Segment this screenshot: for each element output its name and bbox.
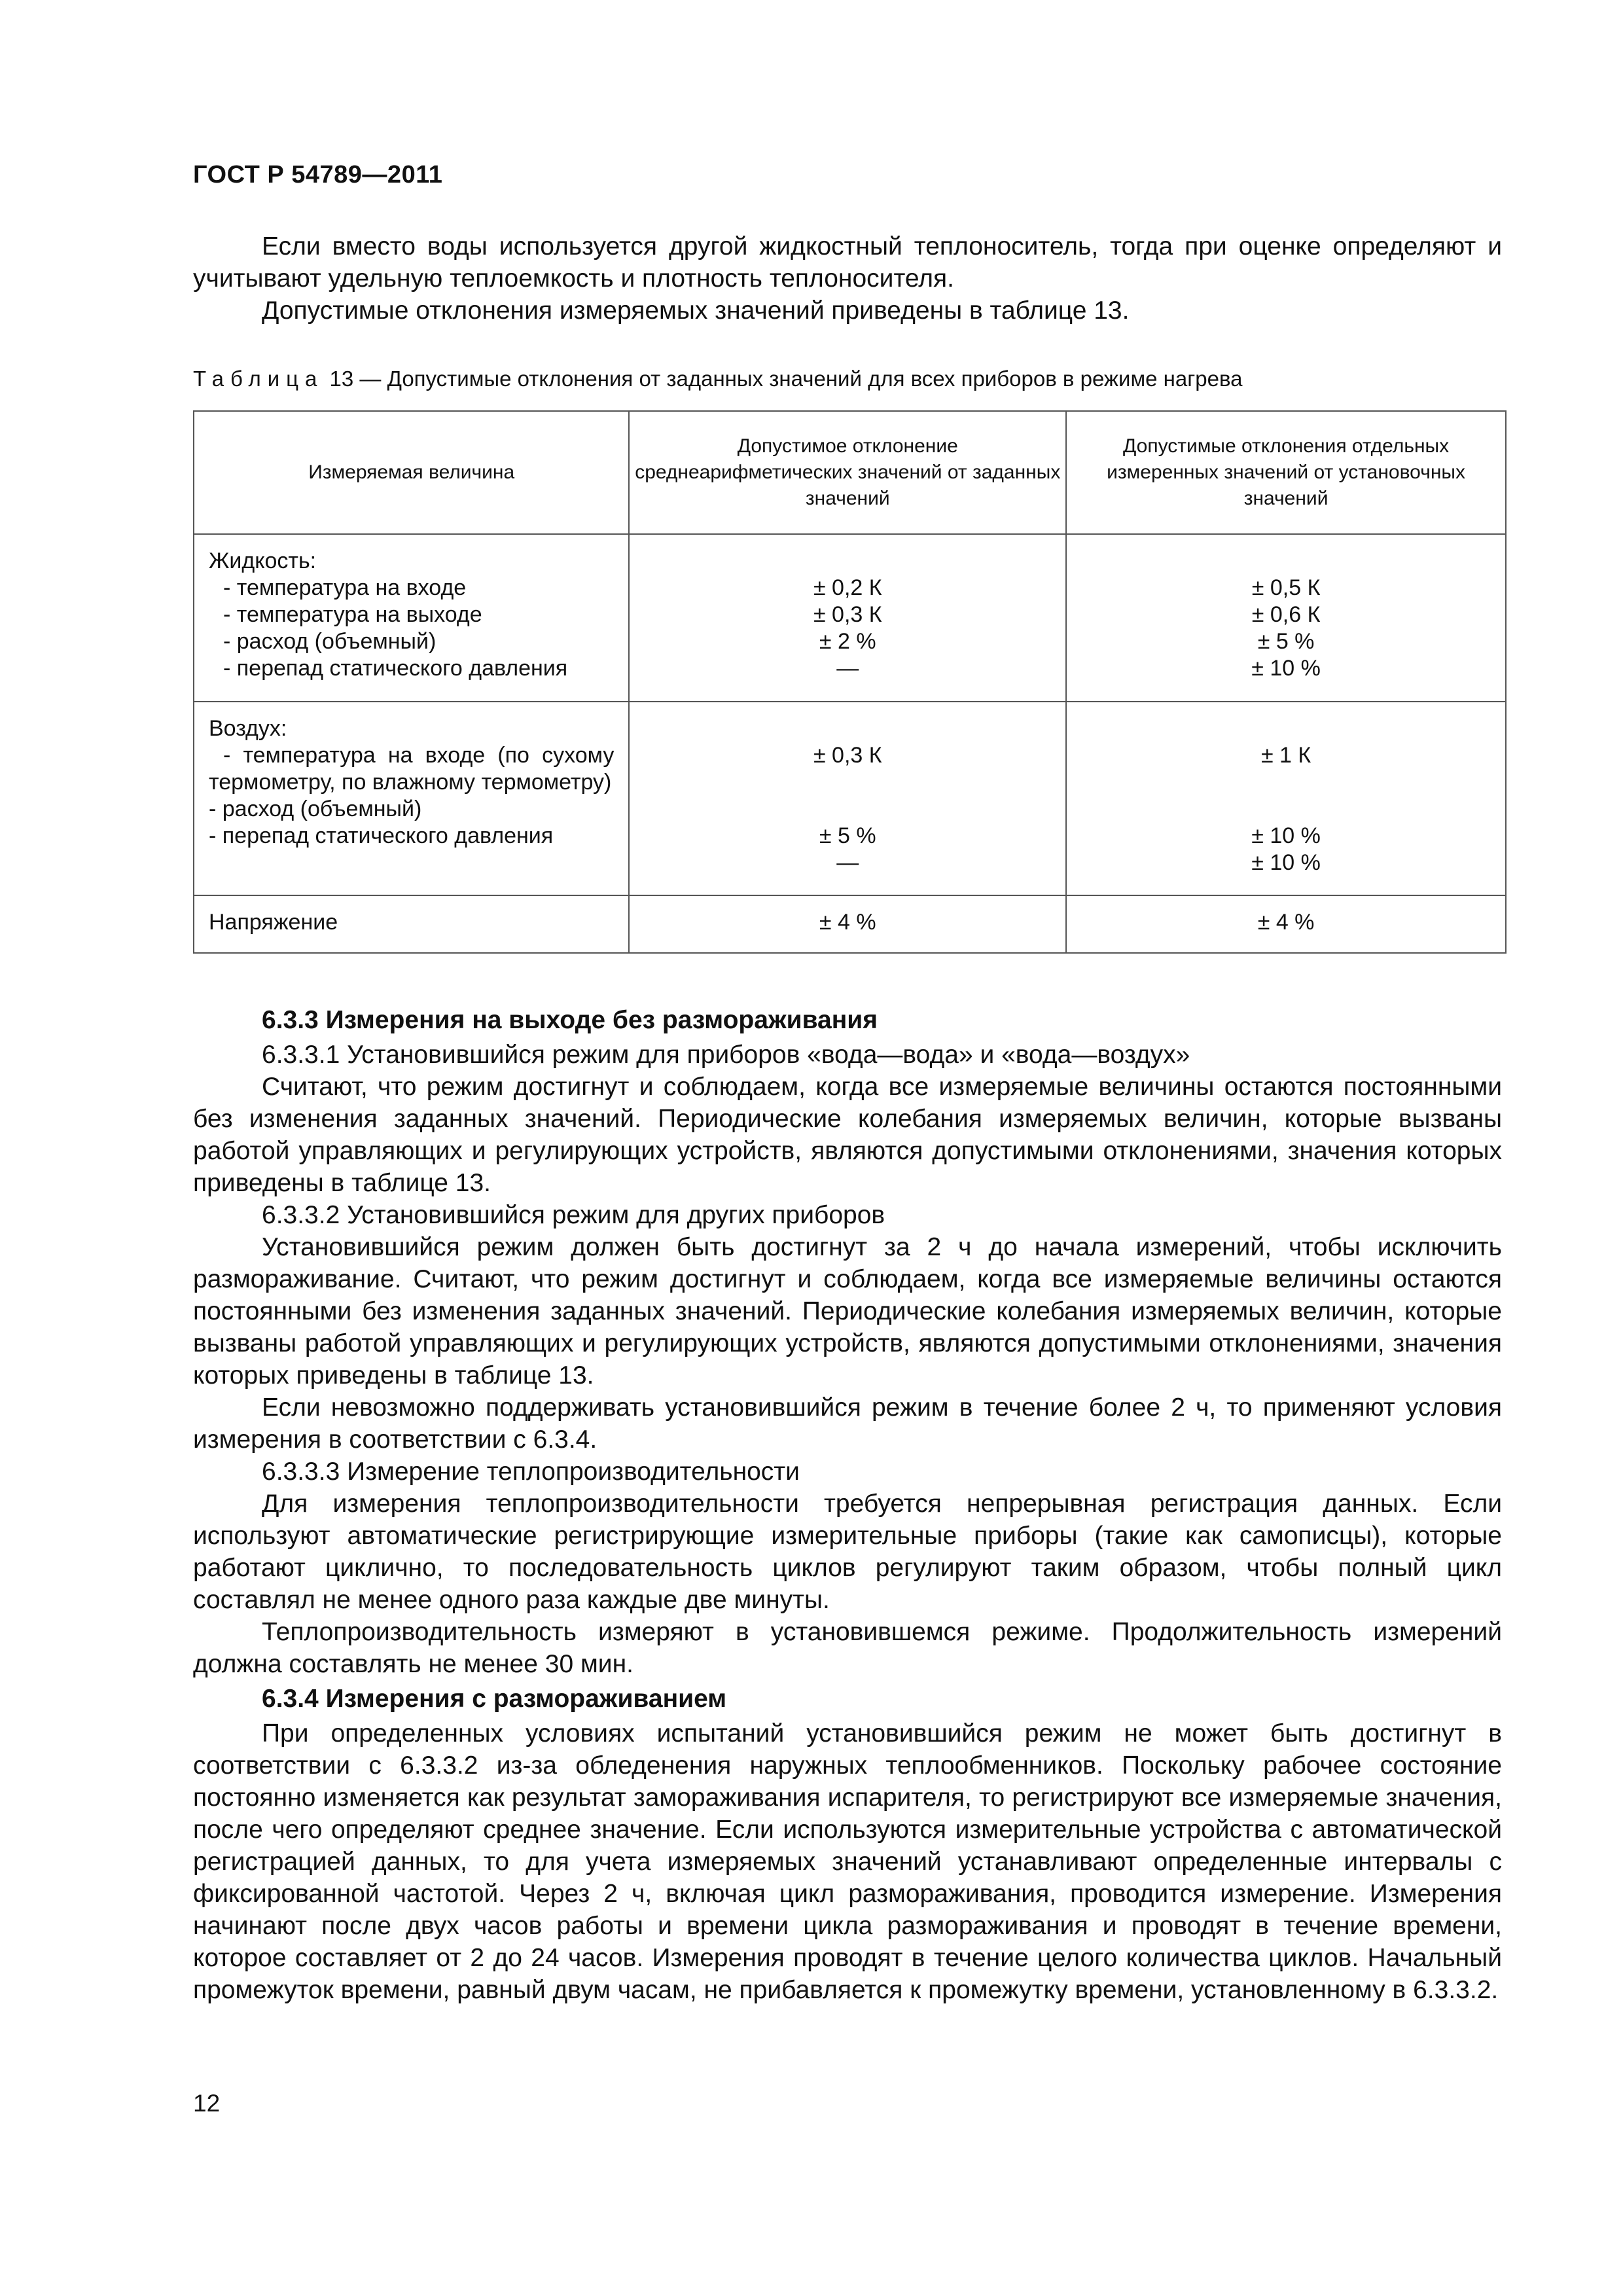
row-group-title: Жидкость: <box>209 548 317 573</box>
table-cell <box>1066 895 1506 953</box>
document-header: ГОСТ Р 54789—2011 <box>193 161 443 188</box>
table-row <box>194 895 1506 953</box>
table-caption <box>193 367 1243 391</box>
value: ± 5 % <box>819 823 876 848</box>
row-item: - перепад статического давления <box>223 656 568 681</box>
tolerance-table <box>193 410 1507 954</box>
value: ± 4 % <box>1257 910 1315 935</box>
row-item: - температура на входе (по сухому термометру, по влажному термометру) <box>209 743 615 795</box>
paragraph: Теплопроизводительность измеряют в установившемся режиме. Продолжительность измерений должна составлять не менее 30 мин. <box>193 1618 1502 1678</box>
column-header: Измеряемая величина <box>194 411 629 534</box>
table-cell <box>1066 702 1506 895</box>
value: ± 10 % <box>1251 656 1321 681</box>
page-number: 12 <box>193 2090 221 2117</box>
subsection-heading: 6.3.3.2 Установившийся режим для других приборов <box>262 1201 885 1229</box>
section-heading: 6.3.4 Измерения с размораживанием <box>262 1685 727 1713</box>
value: ± 0,3 К <box>813 743 882 768</box>
paragraph: Для измерения теплопроизводительности требуется непрерывная регистрация данных. Если используют автоматические регистрирующие измерительные приборы (такие как самописцы), которые работают циклично, то последовательность циклов регулируют таким образом, чтобы полный цикл составлял не менее одного раза каждые две минуты. <box>193 1490 1502 1614</box>
value: ± 0,2 К <box>813 575 882 600</box>
table-cell <box>629 534 1066 702</box>
row-item: - расход (объемный) <box>223 629 437 654</box>
table-row <box>194 534 1506 702</box>
subsection-heading: 6.3.3.3 Измерение теплопроизводительности <box>262 1458 800 1486</box>
table-caption-label: Таблица <box>193 367 324 391</box>
value: ± 10 % <box>1251 850 1321 875</box>
paragraph: Если невозможно поддерживать установившийся режим в течение более 2 ч, то применяют условия измерения в соответствии с 6.3.4. <box>193 1393 1502 1454</box>
column-header: Допустимые отклонения отдельных измеренных значений от установочных значений <box>1066 411 1506 534</box>
table-header-row <box>194 411 1506 534</box>
table-cell <box>194 702 629 895</box>
paragraph: Если вместо воды используется другой жидкостный теплоноситель, тогда при оценке определяют и учитывают удельную теплоемкость и плотность теплоносителя. <box>193 232 1502 293</box>
value: ± 4 % <box>819 910 876 935</box>
value: ± 0,6 К <box>1251 602 1321 627</box>
paragraph: Считают, что режим достигнут и соблюдаем, когда все измеряемые величины остаются постоянными без изменения заданных значений. Периодические колебания измеряемых величин, которые вызваны работой управляющих и регулирующих устройств, являются допустимыми отклонениями, значения которых приведены в таблице 13. <box>193 1073 1502 1197</box>
row-item: - расход (объемный) <box>209 797 422 821</box>
table-cell <box>629 702 1066 895</box>
subsection-heading: 6.3.3.1 Установившийся режим для приборов «вода—вода» и «вода—воздух» <box>262 1041 1190 1069</box>
row-item: - температура на входе <box>223 575 467 600</box>
column-header: Допустимое отклонение среднеарифметических значений от заданных значений <box>629 411 1066 534</box>
value: ± 10 % <box>1251 823 1321 848</box>
section-heading: 6.3.3 Измерения на выходе без размораживания <box>262 1006 878 1034</box>
paragraph: При определенных условиях испытаний установившийся режим не может быть достигнут в соответствии с 6.3.3.2 из-за обледенения наружных теплообменников. Поскольку рабочее состояние постоянно изменяется как результат замораживания испарителя, то регистрируют все измеряемые значения, после чего определяют среднее значение. Если используются измерительные устройства с автоматической регистрацией данных, то для учета измеряемых значений устанавливают определенные интервалы с фиксированной частотой. Через 2 ч, включая цикл размораживания, проводится измерение. Измерения начинают после двух часов работы и времени цикла размораживания и проводят в течение времени, которое составляет от 2 до 24 часов. Измерения проводят в течение целого количества циклов. Начальный промежуток времени, равный двум часам, не прибавляется к промежутку времени, установленному в 6.3.3.2. <box>193 1719 1502 2004</box>
value: — <box>836 656 859 681</box>
row-label: Напряжение <box>209 910 338 935</box>
section-6-3-3 <box>193 1004 1502 2006</box>
table-caption-text: 13 — Допустимые отклонения от заданных значений для всех приборов в режиме нагрева <box>323 367 1243 391</box>
intro-section <box>193 230 1502 327</box>
value: ± 0,5 К <box>1251 575 1321 600</box>
value: ± 1 К <box>1260 743 1311 768</box>
paragraph: Допустимые отклонения измеряемых значений приведены в таблице 13. <box>262 296 1130 325</box>
value: ± 0,3 К <box>813 602 882 627</box>
table-cell <box>194 895 629 953</box>
table-row <box>194 702 1506 895</box>
value: — <box>836 850 859 875</box>
row-item: - перепад статического давления <box>209 823 554 848</box>
row-item: - температура на выходе <box>223 602 482 627</box>
paragraph: Установившийся режим должен быть достигнут за 2 ч до начала измерений, чтобы исключить размораживание. Считают, что режим достигнут и соблюдаем, когда все измеряемые величины остаются постоянными без изменения заданных значений. Периодические колебания измеряемых величин, которые вызваны работой управляющих и регулирующих устройств, являются допустимыми отклонениями, значения которых приведены в таблице 13. <box>193 1233 1502 1390</box>
value: ± 5 % <box>1257 629 1315 654</box>
value: ± 2 % <box>819 629 876 654</box>
table-cell <box>1066 534 1506 702</box>
row-group-title: Воздух: <box>209 716 287 741</box>
table-cell <box>629 895 1066 953</box>
table-cell <box>194 534 629 702</box>
